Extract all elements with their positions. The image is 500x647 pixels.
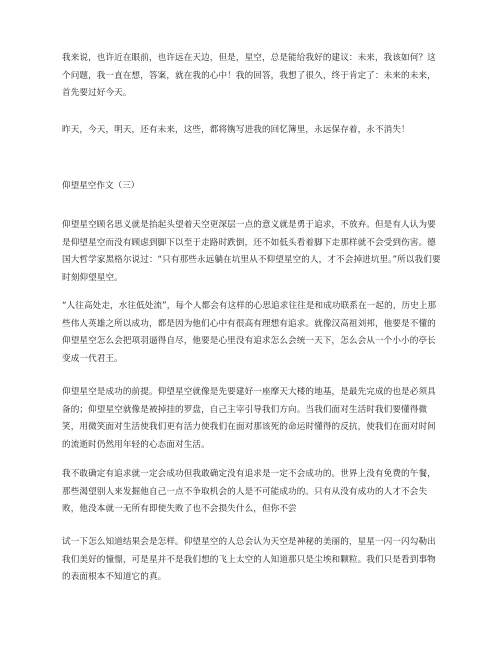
section-heading: 仰望星空作文（三） — [62, 181, 140, 191]
paragraph-future: 我来说，也许近在眼前，也许远在天边，但是，星空，总是能给我好的建议：未来，我该如何？这个问题，我一直在想，答案，就在我的心中！我的回答，我想了很久，终于肯定了：未来的未来，首先要过好今天。 — [62, 53, 436, 99]
paragraph-pursuit: “人往高处走，水往低处流”，每个人都会有这样的心思追求往往是和成功联系在一起的，历史上那些伟人英雄之所以成功，都是因为他们心中有很高有理想有追求。就像汉高祖刘邦，他要是不懂的仰望星空怎么会把项羽逼得自尽，他要是心里没有追求怎么会统一天下，怎么会从一个小小的亭长变成一代君王。 — [62, 301, 437, 364]
paragraph-memory: 昨天，今天，明天，还有未来，这些，都将镌写进我的回忆簿里，永远保存着，永不消失！ — [62, 125, 410, 135]
paragraph-premise: 仰望星空是成功的前提。仰望星空就像是先要建好一座摩天大楼的地基，是最先完成的也是必须具备的；仰望星空就像是被掉挂的罗盘，自己主宰引导我们方向。当我们面对生活时我们要懂得微笑，用微笑面对生活使我们更有活力使我们在面对那该死的命运时懂得的反抗，使我们在面对时间的流逝时仍然用年轻的心态面对生活。 — [62, 387, 436, 450]
paragraph-sky: 试一下怎么知道结果会是怎样。仰望星空的人总会认为天空是神秘的美丽的，星星一闪一闪勾勒出我们美好的憧憬，可是星并不是我们想的飞上太空的人知道那只是尘埃和颗粒。我们只是看到事物的表面根本不知道它的真。 — [62, 537, 436, 583]
paragraph-success: 我不敢确定有追求就一定会成功但我敢确定没有追求是一定不会成功的。世界上没有免费的午餐，那些渴望别人来发掘他自己一点不争取机会的人是不可能成功的。只有从没有成功的人才不会失败，他没本就一无所有即使失败了也不会损失什么，但你不尝 — [62, 469, 436, 515]
paragraph-meaning: 仰望星空顾名思义就是抬起头望着天空更深层一点的意义就是勇于追求，不放弃。但是有人认为要是仰望星空而没有顾虑到脚下以至于走路时跌倒，还不如低头看着脚下走那样就不会受到伤害。德国大哲学家黑格尔说过：“只有那些永远躺在坑里从不仰望星空的人，才不会掉进坑里。”所以我们要时刻仰望星空。 — [62, 220, 441, 283]
